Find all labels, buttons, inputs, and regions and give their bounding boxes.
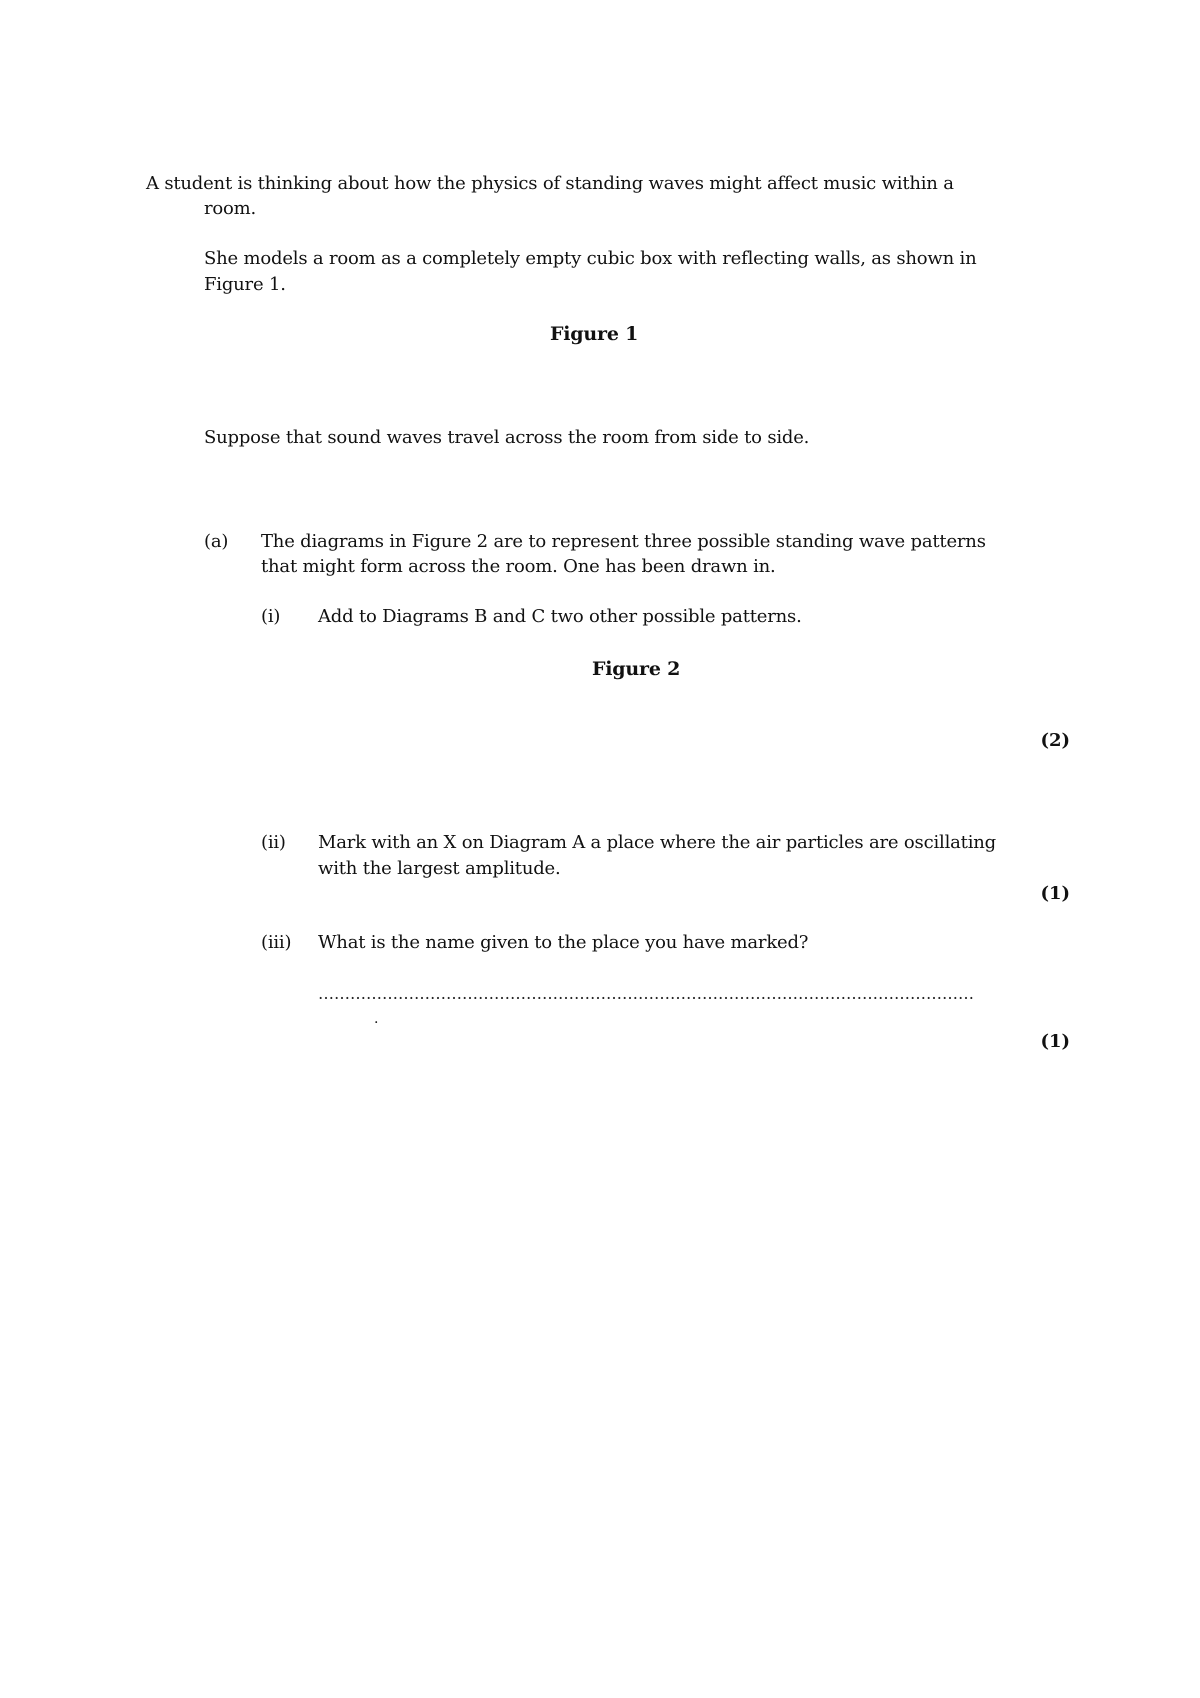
sub-ii-text-line-1: Mark with an X on Diagram A a place where the air particles are oscillating xyxy=(318,832,996,853)
marks-iii: (1) xyxy=(1040,1031,1070,1052)
answer-line-tail: . xyxy=(374,1011,379,1027)
intro-line-2: room. xyxy=(204,198,257,219)
sub-i-text: Add to Diagrams B and C two other possible patterns. xyxy=(318,606,802,627)
part-a-text-line-1: The diagrams in Figure 2 are to represent three possible standing wave patterns xyxy=(261,531,986,552)
sub-ii-label: (ii) xyxy=(261,832,286,853)
figure-1-caption: Figure 1 xyxy=(550,323,639,345)
marks-ii: (1) xyxy=(1040,883,1070,904)
sub-iii-text: What is the name given to the place you have marked? xyxy=(318,932,809,953)
sub-i-label: (i) xyxy=(261,606,281,627)
model-line-2: Figure 1. xyxy=(204,274,286,295)
part-a-label: (a) xyxy=(204,531,229,552)
marks-i: (2) xyxy=(1040,730,1070,751)
suppose-text: Suppose that sound waves travel across the room from side to side. xyxy=(204,427,810,448)
sub-ii-text-line-2: with the largest amplitude. xyxy=(318,858,561,879)
figure-2-caption: Figure 2 xyxy=(592,658,681,680)
sub-iii-label: (iii) xyxy=(261,932,292,953)
part-a-text-line-2: that might form across the room. One has been drawn in. xyxy=(261,556,776,577)
intro-line-1: A student is thinking about how the physics of standing waves might affect music within a xyxy=(146,173,954,194)
model-line-1: She models a room as a completely empty cubic box with reflecting walls, as shown in xyxy=(204,248,977,269)
answer-line[interactable]: …………………………………………………………………………………………………………… xyxy=(318,984,974,1003)
